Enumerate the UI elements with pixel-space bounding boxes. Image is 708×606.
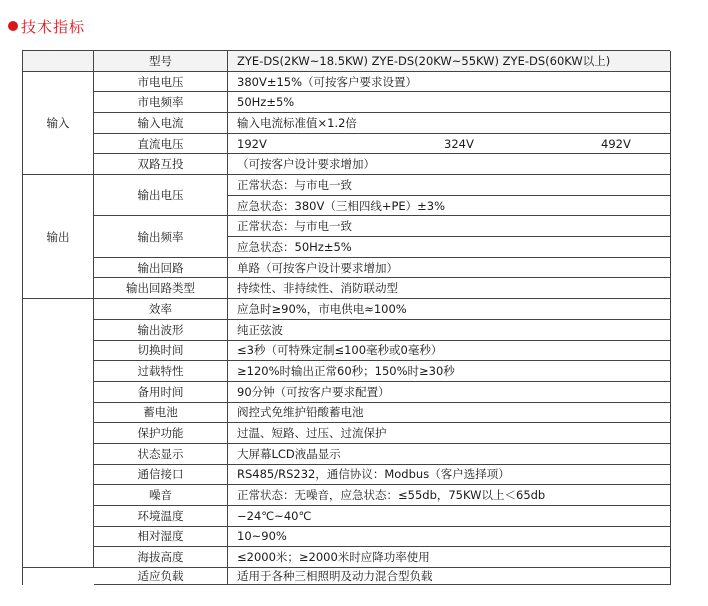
row-label-mains-voltage: 市电电压 <box>94 72 228 93</box>
row-label-output-circuit: 输出回路 <box>94 258 228 279</box>
dc-voltage-large: 492V <box>601 136 631 151</box>
row-value-circuit-type: 持续性、非持续性、消防联动型 <box>228 278 671 299</box>
row-value: 正常状态：无噪音，应急状态：≤55db，75KW以上＜65db <box>228 485 671 506</box>
row-value-output-frequency-normal: 正常状态：与市电一致 <box>228 216 671 237</box>
row-label-dual-input: 双路互投 <box>94 154 228 175</box>
row-value-output-voltage-emergency: 应急状态：380V（三相四线+PE）±3% <box>228 196 671 217</box>
row-value-output-frequency-emergency: 应急状态：50Hz±5% <box>228 237 671 258</box>
row-label-dc-voltage: 直流电压 <box>94 134 228 155</box>
row-label-input-current: 输入电流 <box>94 113 228 134</box>
row-value: 10~90% <box>228 527 671 548</box>
group-input: 输入 <box>23 72 94 175</box>
row-label: 海拔高度 <box>94 547 228 568</box>
blank-group-cell <box>23 299 94 568</box>
row-value: 大屏幕LCD液晶显示 <box>228 444 671 465</box>
row-label: 相对湿度 <box>94 527 228 548</box>
row-value-input-current: 输入电流标准值×1.2倍 <box>228 113 671 134</box>
row-label: 切换时间 <box>94 341 228 362</box>
row-label: 备用时间 <box>94 382 228 403</box>
row-label: 蓄电池 <box>94 403 228 424</box>
row-value: 纯正弦波 <box>228 320 671 341</box>
row-value: −24℃~40℃ <box>228 506 671 527</box>
row-label: 过载特性 <box>94 361 228 382</box>
row-value: ≥120%时输出正常60秒；150%时≥30秒 <box>228 361 671 382</box>
row-value-output-circuit: 单路（可按客户设计要求增加） <box>228 258 671 279</box>
row-value-mains-frequency: 50Hz±5% <box>228 92 671 113</box>
row-value: RS485/RS232，通信协议：Modbus（客户选择项） <box>228 465 671 486</box>
row-label-circuit-type: 输出回路类型 <box>94 278 228 299</box>
row-value: ≤2000米；≥2000米时应降功率使用 <box>228 547 671 568</box>
group-output: 输出 <box>23 175 94 299</box>
dc-voltage-medium: 324V <box>444 136 474 151</box>
row-value-output-voltage-normal: 正常状态：与市电一致 <box>228 175 671 196</box>
row-value-mains-voltage: 380V±15%（可按客户要求设置） <box>228 72 671 93</box>
row-value: 应急时≥90%，市电供电≈100% <box>228 299 671 320</box>
row-label: 适应负载 <box>94 568 228 585</box>
header-blank-cell <box>23 51 94 72</box>
row-value: ≤3秒（可特殊定制≤100毫秒或0毫秒） <box>228 341 671 362</box>
row-label: 噪音 <box>94 485 228 506</box>
row-value: 适用于各种三相照明及动力混合型负载 <box>228 568 671 585</box>
row-value-dc-voltage <box>228 134 671 155</box>
row-label: 状态显示 <box>94 444 228 465</box>
row-label-output-voltage: 输出电压 <box>94 175 228 216</box>
row-value-dual-input: （可按客户设计要求增加） <box>228 154 671 175</box>
spec-table <box>22 50 670 585</box>
row-value: 阀控式免维护铅酸蓄电池 <box>228 403 671 424</box>
row-label-mains-frequency: 市电频率 <box>94 92 228 113</box>
header-models: ZYE-DS(2KW~18.5KW) ZYE-DS(20KW~55KW) ZYE-DS(60KW以上) <box>228 51 671 72</box>
row-label-output-frequency: 输出频率 <box>94 216 228 257</box>
row-label: 输出波形 <box>94 320 228 341</box>
section-title: 技术指标 <box>21 17 86 36</box>
row-value: 过温、短路、过压、过流保护 <box>228 423 671 444</box>
row-label: 环境温度 <box>94 506 228 527</box>
row-label: 通信接口 <box>94 465 228 486</box>
bullet-dot-icon <box>8 21 18 31</box>
row-label: 效率 <box>94 299 228 320</box>
row-label: 保护功能 <box>94 423 228 444</box>
dc-voltage-small: 192V <box>237 136 267 151</box>
header-model-label: 型号 <box>94 51 228 72</box>
row-value: 90分钟（可按客户要求配置） <box>228 382 671 403</box>
section-heading <box>8 14 85 38</box>
